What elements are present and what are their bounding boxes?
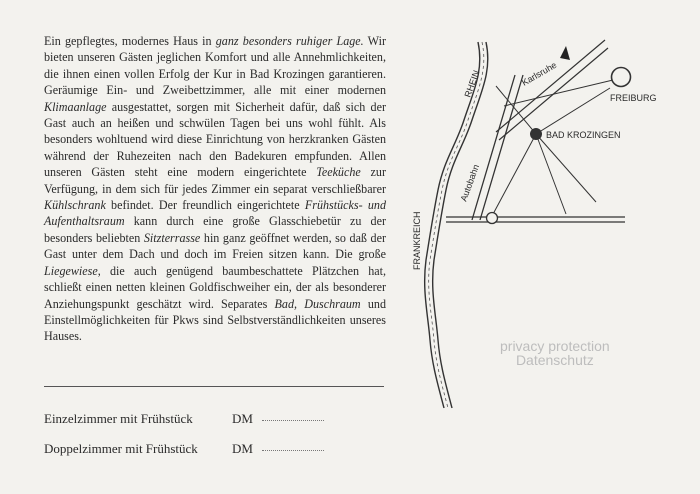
description-emphasis: Klimaanlage — [44, 99, 107, 114]
description-emphasis: Frühstücks- und Aufenthaltsraum — [44, 198, 386, 229]
description-emphasis: Teeküche — [316, 165, 361, 180]
road-krozingen-south — [536, 134, 566, 214]
rhine-river-east-bank — [433, 42, 488, 408]
description-text: Wir bieten unseren Gästen jeglichen Komfort und alle Annehmlichkeiten, die ihnen einen vollen Erfolg der Kur in Bad Krozingen garantieren. Geräumige Ein- und Zweibettzimmer, alle mit einer modernen — [44, 34, 386, 98]
bad-krozingen-label: BAD KROZINGEN — [546, 130, 621, 140]
description-text: hin ganz geöffnet werden, so daß der Gast unter dem Dach und doch im Freien sitzen kann. Die große — [44, 230, 387, 262]
description-text: und Einstellmöglichkeiten für Pkws sind Selbstverständlichkeiten unseres Hauses. — [44, 296, 386, 344]
frankreich-label: FRANKREICH — [412, 211, 422, 270]
description-text: befindet. Der freundlich eingerichtete — [105, 198, 305, 213]
rhein-label: RHEIN — [462, 68, 482, 99]
single-room-label: Einzelzimmer mit Frühstück — [44, 411, 193, 426]
autobahn-label: Autobahn — [458, 163, 482, 203]
freiburg-marker-icon — [612, 68, 631, 87]
autobahn-road — [472, 75, 515, 220]
description-text: , die auch genügend baumbeschattete Plätzchen hat, schließt einen netten kleinen Goldfischweiher ein, der als besonderer Anziehungspunkt geschätzt wird. Separates — [44, 263, 386, 311]
karlsruhe-label: Karlsruhe — [520, 59, 559, 88]
double-room-currency: DM — [232, 441, 253, 456]
description-text: ausgestattet, sorgen mit Sicherheit dafür, daß sich der Gast auch an heißen und schwülen Tagen bei uns wohl fühlt. Als besonders wohltuend wird diese Einrichtung von herzkranken Gästen während der Ruhezeiten nach den Badekuren empfunden. Allen unseren Gästen steht eine modern eingerichtete — [44, 99, 386, 180]
double-room-price-row — [44, 441, 324, 457]
description-text: kann durch eine große Glasschiebetür zu der besonders beliebten — [44, 214, 386, 245]
bad-krozingen-marker-icon — [531, 129, 542, 140]
freiburg-label: FREIBURG — [610, 93, 657, 103]
description-emphasis: Sitzterrasse — [143, 230, 201, 245]
road-krozingen-freiburg — [536, 88, 610, 134]
double-room-price-blank — [262, 450, 324, 451]
divider-line — [44, 386, 384, 387]
description-emphasis: ganz besonders ruhiger Lage. — [215, 34, 364, 48]
karlsruhe-arrow-icon — [560, 46, 570, 60]
description-emphasis: Kühlschrank — [44, 198, 106, 213]
description-text: zur Verfügung, in dem sich für jedes Zimmer ein separat verschließbarer — [44, 165, 386, 196]
rhine-river-center — [429, 42, 484, 408]
watermark-line-1: privacy protection — [500, 338, 610, 354]
road-krozingen-southwest — [492, 134, 536, 216]
description-text: Ein gepflegtes, modernes Haus in — [44, 34, 216, 48]
road-krozingen-east — [536, 134, 596, 202]
double-room-label: Doppelzimmer mit Frühstück — [44, 441, 198, 456]
single-room-price-row — [44, 411, 324, 427]
privacy-watermark — [500, 339, 610, 367]
watermark-line-2: Datenschutz — [515, 352, 594, 368]
description-emphasis: Bad, Duschraum — [274, 296, 361, 311]
autobahn-junction-icon — [487, 213, 498, 224]
description-emphasis: Liegewiese — [44, 263, 98, 278]
single-room-price-blank — [262, 420, 324, 421]
single-room-currency: DM — [232, 411, 253, 426]
hotel-description — [44, 33, 386, 345]
